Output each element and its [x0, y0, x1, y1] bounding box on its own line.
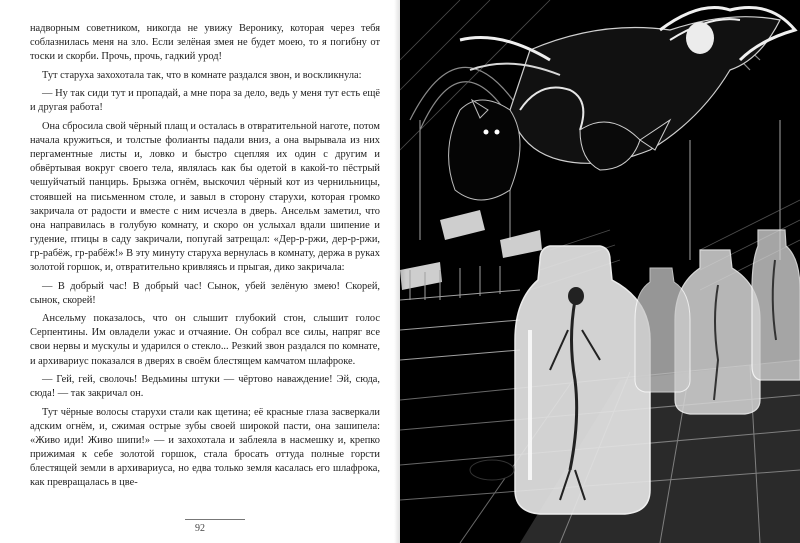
black-cat [449, 100, 520, 200]
text-column [30, 22, 380, 490]
paragraph-5: — В добрый час! В добрый час! Сынок, убей зелёную змею! Скорей, сынок, скорей! [30, 280, 380, 306]
illustration-page [400, 0, 800, 543]
witch-and-jars-illustration [400, 0, 800, 543]
witch-face [686, 22, 714, 54]
paragraph-7: — Гей, гей, сволочь! Ведьмины штуки — чёртово наваждение! Эй, сюда, сюда! — так закричал он. [30, 374, 380, 400]
book-gutter-shadow [394, 0, 406, 543]
paragraph-2: Тут старуха захохотала так, что в комнате раздался звон, и воскликнула: [42, 69, 362, 81]
paragraph-4: Она сбросила свой чёрный плащ и осталась в отвратительной наготе, потом начала кружиться, и толстые фолианты падали вниз, а она вырывала из них пергаментные листы и, ловко и быстро сцепляя их один с другим и обвёртывая вокруг своего тела, являлась как бы одетой в какой-то пёстрый чешуйчатый панцирь. Брызжа огнём, выскочил чёрный кот из чернильницы, стоявшей на письменном столе, и завыл в сторону старухи, которая громко закричала от радости и вместе с ним исчезла в дверь. Ансельм заметил, что она направилась в голубую комнату, и скоро он услыхал вдали шипение и гудение, птицы в саду закричали, попугай затрещал: «Дер-р-ржи, дер-р-ржи, гр-рабёж, гр-рабёж!» В эту минуту старуха вернулась в комнату, держа в руках золотой горшок, и, отвратительно кривляясь и прыгая, дико закричала: [30, 121, 380, 273]
paragraph-8: Тут чёрные волосы старухи стали как щетина; её красные глаза засверкали адским огнём, и, сжимая острые зубы своей широкой пасти, она зашипела: «Живо иди! Живо шипи!» — и захохотала и заблеяла в насмешку и, крепко прижимая к себе золотой горшок, стала бросать оттуда полные горсти блестящей земли в архивариуса, но едва только земля касалась его шлафрока, как превращалась в цве- [30, 406, 380, 489]
paragraph-6: Ансельму показалось, что он слышит глубокий стон, слышит голос Серпентины. Им овладели ужас и отчаяние. Он собрал все силы, напряг все свои нервы и мускулы и ударился о стекло... Резкий звон раздался по комнате, и архивариус показался в дверях в своём блестящем камчатом шлафроке. [30, 313, 380, 367]
paragraph-3: — Ну так сиди тут и пропадай, а мне пора за дело, ведь у меня тут есть ещё и другая работа! [30, 88, 380, 114]
footer-rule [185, 519, 245, 520]
page-number: 92 [195, 523, 205, 534]
ink-spill [470, 460, 514, 480]
paragraph-1: надворным советником, никогда не увижу Веронику, которая через тебя соблазнилась меня на зло. Если зелёная змея не будет моею, то я погибну от тоски и скорби. Прочь, прочь, гадкий урод! [30, 23, 380, 63]
